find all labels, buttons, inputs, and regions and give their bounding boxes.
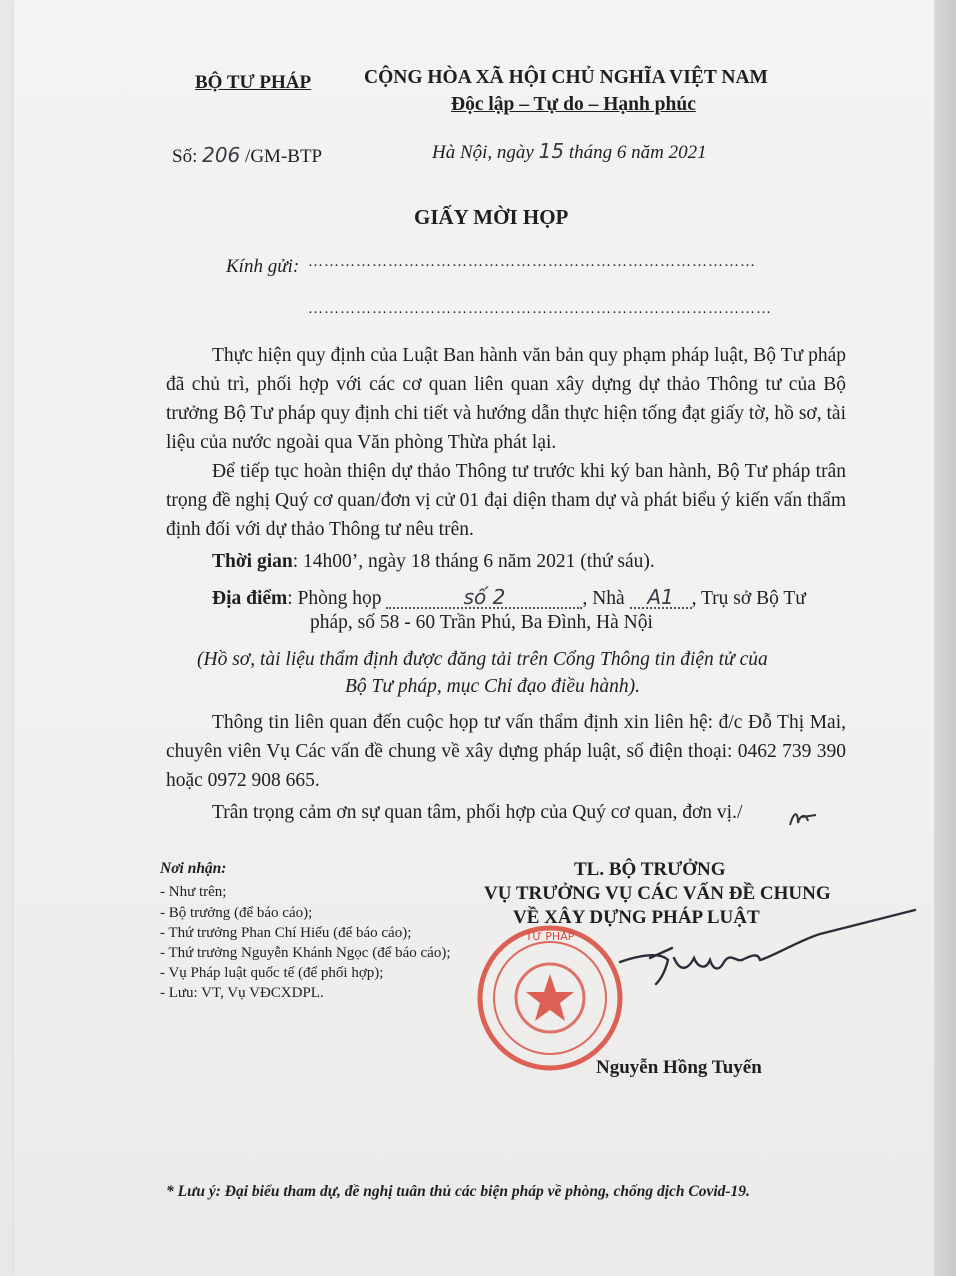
recipient-dots-1: ………………………………………………………………………… [308,254,756,270]
signer-name: Nguyễn Hồng Tuyến [596,1057,762,1078]
org-name: BỘ TƯ PHÁP [195,72,312,93]
body-paragraph-1: Thực hiện quy định của Luật Ban hành văn bản quy phạm pháp luật, Bộ Tư pháp đã chủ trì, phối hợp với các cơ quan liên quan xây dựng dự thảo Thông tư của Bộ trưởng Bộ Tư pháp quy định chi tiết và hướng dẫn thực hiện tống đạt giấy tờ, hồ sơ, tài liệu của nước ngoài qua Văn phòng Thừa phát lại. [166,345,846,453]
doc-date: Hà Nội, ngày 15 tháng 6 năm 2021 [432,139,707,163]
signature-title-2: VỤ TRƯỞNG VỤ CÁC VẤN ĐỀ CHUNG [484,883,831,904]
initial-mark-icon [786,805,820,831]
meeting-place: Địa điểm: Phòng họp số 2 , Nhà A1 , Trụ sở Bộ Tư [212,585,806,609]
body-paragraph-3: Thông tin liên quan đến cuộc họp tư vấn thẩm định xin liên hệ: đ/c Đỗ Thị Mai, chuyên viên Vụ Các vấn đề chung về xây dựng pháp luật, số điện thoại: 0462 739 390 hoặc 0972 908 665. [166,712,846,791]
page-title: GIẤY MỜI HỌP [414,205,569,229]
document-page [14,0,936,1276]
motto: Độc lập – Tự do – Hạnh phúc [451,94,696,115]
signature-title-3: VỀ XÂY DỰNG PHÁP LUẬT [513,907,760,928]
recipient-item: - Như trên; [160,884,227,900]
recipient-item: - Thứ trưởng Phan Chí Hiếu (để báo cáo); [160,925,412,941]
handwritten-signature-icon [610,900,930,1000]
note-line-1: (Hồ sơ, tài liệu thẩm định được đăng tải trên Cổng Thông tin điện tử của [197,649,768,670]
doc-number: Số: 206 /GM-BTP [172,143,323,167]
signature-title-1: TL. BỘ TRƯỞNG [574,859,726,880]
official-stamp-icon [470,918,630,1078]
meeting-address: pháp, số 58 - 60 Trần Phú, Ba Đình, Hà Nội [310,612,653,633]
recipient-item: - Thứ trưởng Nguyễn Khánh Ngọc (để báo cáo); [160,945,451,961]
date-day-handwritten: 15 [538,139,565,163]
recipient-dots-2: …………………………………………………………………………… [308,301,772,317]
recipient-item: - Bộ trưởng (để báo cáo); [160,905,313,921]
recipient-item: - Lưu: VT, Vụ VĐCXDPL. [160,985,324,1001]
page-edge [934,0,956,1276]
meeting-time: Thời gian: 14h00’, ngày 18 tháng 6 năm 2021 (thứ sáu). [212,551,655,572]
building-handwritten: A1 [630,587,692,609]
closing-line: Trân trọng cảm ơn sự quan tâm, phối hợp của Quý cơ quan, đơn vị./ [212,802,743,823]
footer-note: * Lưu ý: Đại biểu tham dự, đề nghị tuân thủ các biện pháp về phòng, chống dịch Covid-19. [166,1183,750,1200]
recipient-item: - Vụ Pháp luật quốc tế (để phối hợp); [160,965,384,981]
body-paragraph-2: Để tiếp tục hoàn thiện dự thảo Thông tư trước khi ký ban hành, Bộ Tư pháp trân trọng đề nghị Quý cơ quan/đơn vị cử 01 đại diện tham dự và phát biểu ý kiến vấn thẩm định đối với dự thảo Thông tư nêu trên. [166,461,846,540]
recipient-label: Kính gửi: [226,256,300,277]
room-handwritten: số 2 [386,587,582,609]
country-name: CỘNG HÒA XÃ HỘI CHỦ NGHĨA VIỆT NAM [364,67,768,88]
note-line-2: Bộ Tư pháp, mục Chỉ đạo điều hành). [345,676,640,697]
doc-number-handwritten: 206 [202,143,241,167]
recipients-title: Nơi nhận: [160,860,227,877]
stamp-text: TƯ PHÁP [525,930,575,943]
